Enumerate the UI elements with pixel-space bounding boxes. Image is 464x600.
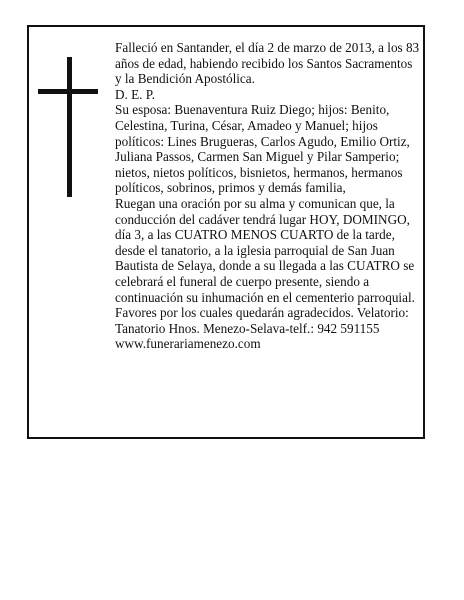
funeral-details: Ruegan una oración por su alma y comunican que, la conducción del cadáver tendrá lugar HOY, DOMINGO, día 3, a las CUATRO MENOS CUARTO de la tarde, desde el tanatorio, a la iglesia parroquial de San Juan Bautista de Selaya, donde a su llegada a las CUATRO se celebrará el funeral de cuerpo presente, siendo a continuación su inhumación en el cementerio parroquial. Favores por los cuales quedarán agradecidos. Velatorio: Tanatorio Hnos. Menezo-Selava-telf.: 942 591155 [115, 195, 415, 336]
funeral-home-website: www.funerariamenezo.com [115, 336, 261, 352]
notice-text [115, 40, 421, 352]
rest-in-peace: D. E. P. [115, 86, 155, 102]
obituary-notice [27, 25, 425, 439]
cross-icon [38, 57, 98, 197]
family-list: Su esposa: Buenaventura Ruiz Diego; hijos: Benito, Celestina, Turina, César, Amadeo y Manuel; hijos políticos: Lines Brugueras, Carlos Agudo, Emilio Ortiz, Juliana Passos, Carmen San Miguel y Pilar Samperio; nietos, nietos políticos, bisnietos, hermanos, hermanos políticos, sobrinos, primos y demás familia, [115, 102, 410, 196]
death-announcement: Falleció en Santander, el día 2 de marzo de 2013, a los 83 años de edad, habiendo recibido los Santos Sacramentos y la Bendición Apostólica. [115, 40, 420, 87]
cross-horizontal-bar [38, 89, 98, 94]
cross-vertical-bar [67, 57, 72, 197]
